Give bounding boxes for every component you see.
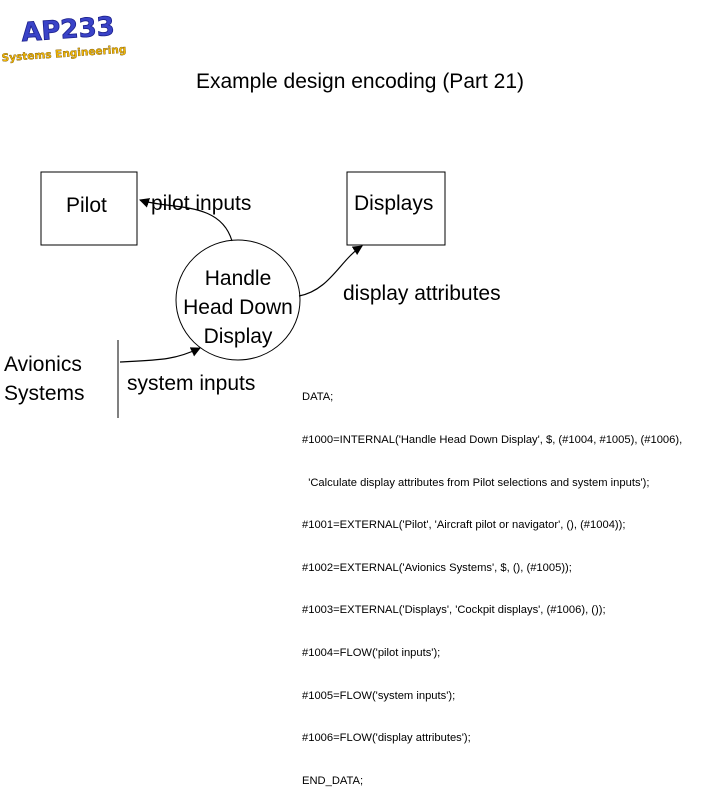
part21-code-block [302, 362, 682, 802]
pilot-label: Pilot [66, 194, 107, 217]
flow-pilot-inputs-label: pilot inputs [151, 192, 252, 215]
flow-system-inputs-label: system inputs [127, 372, 256, 395]
code-line: #1006=FLOW('display attributes'); [302, 732, 471, 745]
slide-title: Example design encoding (Part 21) [195, 70, 525, 93]
process-label-line3: Display [203, 325, 273, 348]
code-line: END_DATA; [302, 774, 364, 787]
code-line: #1005=FLOW('system inputs'); [302, 689, 456, 702]
flow-display-attributes-label: display attributes [343, 282, 501, 305]
avionics-label-line2: Systems [4, 382, 85, 405]
code-line: DATA; [302, 391, 334, 404]
avionics-label-line1: Avionics [4, 353, 82, 376]
process-label-line2: Head Down [183, 296, 293, 319]
code-line: #1003=EXTERNAL('Displays', 'Cockpit displays', (#1006), ()); [302, 604, 606, 617]
logo-subtitle: Systems Engineering [1, 43, 127, 65]
logo-title: AP233 [20, 11, 116, 49]
code-line: #1000=INTERNAL('Handle Head Down Display', $, (#1004, #1005), (#1006), [302, 434, 683, 447]
process-label-line1: Handle [204, 267, 272, 290]
code-line: #1004=FLOW('pilot inputs'); [302, 647, 441, 660]
avionics-label [4, 350, 85, 408]
code-line: #1001=EXTERNAL('Pilot', 'Aircraft pilot or navigator', (), (#1004)); [302, 519, 626, 532]
process-label [168, 264, 308, 351]
displays-label: Displays [354, 192, 434, 215]
code-line: 'Calculate display attributes from Pilot selections and system inputs'); [302, 476, 650, 489]
code-line: #1002=EXTERNAL('Avionics Systems', $, (), (#1005)); [302, 561, 572, 574]
